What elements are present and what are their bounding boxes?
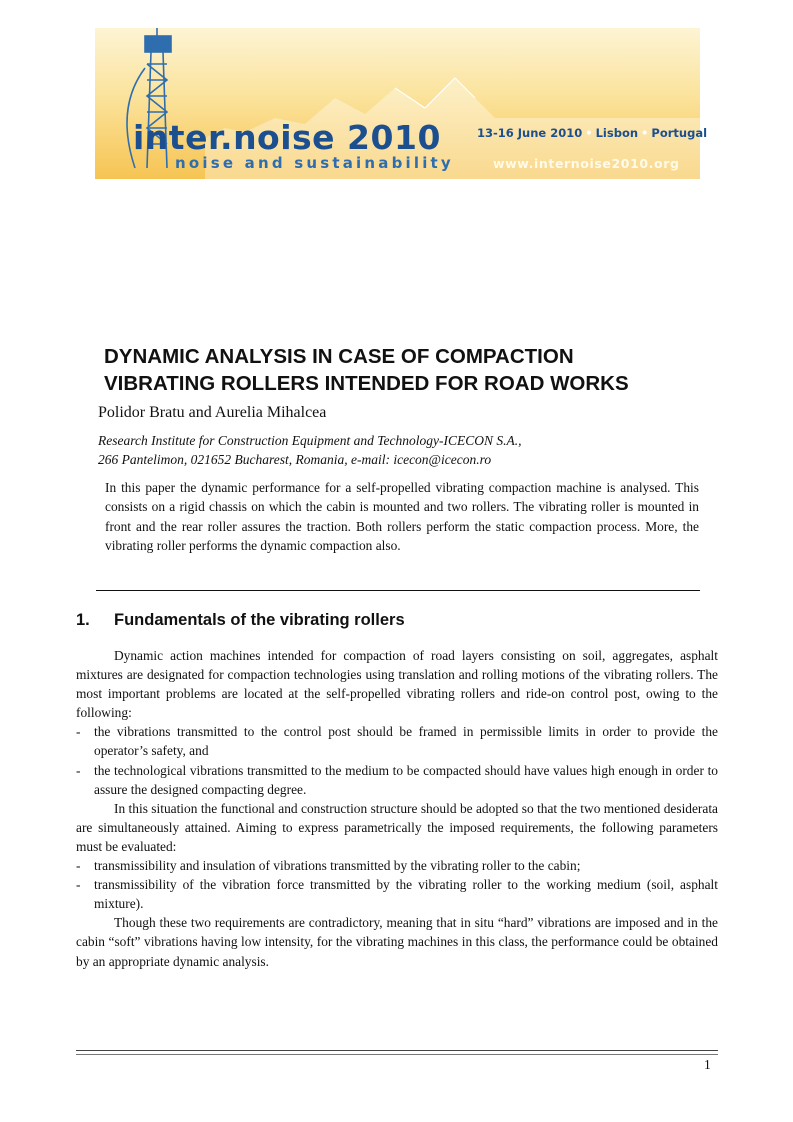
body-paragraph: Dynamic action machines intended for compaction of road layers consisting on soil, aggregates, asphalt mixtures are designated for compaction technologies using translation and rolling motions of the vibrating rollers. The most important problems are located at the self-propelled vibrating rollers and ride-on control post, owing to the following: [76,648,718,721]
paper-authors: Polidor Bratu and Aurelia Mihalcea [98,404,327,421]
list-item [76,856,718,875]
title-line-2: VIBRATING ROLLERS INTENDED FOR ROAD WORKS [104,372,629,395]
section-number: 1. [76,611,90,629]
section-title: Fundamentals of the vibrating rollers [114,611,405,629]
list-item [76,875,718,913]
footer-rule [76,1050,718,1051]
body-paragraph: In this situation the functional and construction structure should be adopted so that the two mentioned desiderata are simultaneously attained. Aiming to express parametrically the imposed requirements, the following parameters must be evaluated: [76,800,718,854]
conference-banner [95,28,708,179]
list-item [76,761,718,799]
conference-date: 13-16 June 2010 [477,126,583,140]
list-item-text: the technological vibrations transmitted to the medium to be compacted should have values high enough in order to assure the designed compacting degree. [94,762,718,797]
title-line-1: DYNAMIC ANALYSIS IN CASE OF COMPACTION [104,345,574,368]
body-paragraph: Though these two requirements are contradictory, meaning that in situ “hard” vibrations are imposed and in the cabin “soft” vibrations having low intensity, for the vibrating machines in this class, the performance could be obtained by an appropriate dynamic analysis. [76,915,718,969]
affiliation-line-2: 266 Pantelimon, 021652 Bucharest, Romania, e-mail: icecon@icecon.ro [98,452,492,467]
bullet-dash: - [76,762,81,778]
bullet-dash: - [76,877,81,893]
conference-country: Portugal [651,126,708,140]
affiliation-line-1: Research Institute for Construction Equipment and Technology-ICECON S.A., [98,433,522,448]
bullet-dash: - [76,724,81,740]
list-item-text: transmissibility and insulation of vibrations transmitted by the vibrating roller to the cabin; [94,858,581,874]
list-item-text: transmissibility of the vibration force transmitted by the vibrating roller to the working medium (soil, asphalt mixture). [94,877,718,912]
list-item [76,722,718,760]
abstract: In this paper the dynamic performance for a self-propelled vibrating compaction machine is analysed. This consists on a rigid chassis on which the cabin is mounted and two rollers. The vibrating roller is mounted in front and the rear roller assures the traction. Both rollers perform the static compaction process. More, the vibrating roller performs the dynamic compaction also. [105,480,699,553]
conference-city: Lisbon [595,126,639,140]
conference-date-location: 13-16 June 2010 • Lisbon • Portugal [477,126,708,140]
section-heading [76,611,405,630]
abstract-divider [96,590,700,591]
author-affiliation [98,431,521,469]
conference-tagline: noise and sustainability [175,154,454,172]
conference-url: www.internoise2010.org [493,156,680,171]
section-body [76,646,718,971]
page-number: 1 [704,1057,711,1072]
list-item-text: the vibrations transmitted to the control post should be framed in permissible limits in order to provide the operator’s safety, and [94,724,718,759]
footer-rule-thin [76,1054,718,1055]
conference-logo: inter.noise 2010 [133,118,441,157]
bullet-dash: - [76,858,81,874]
paper-title [104,343,724,397]
